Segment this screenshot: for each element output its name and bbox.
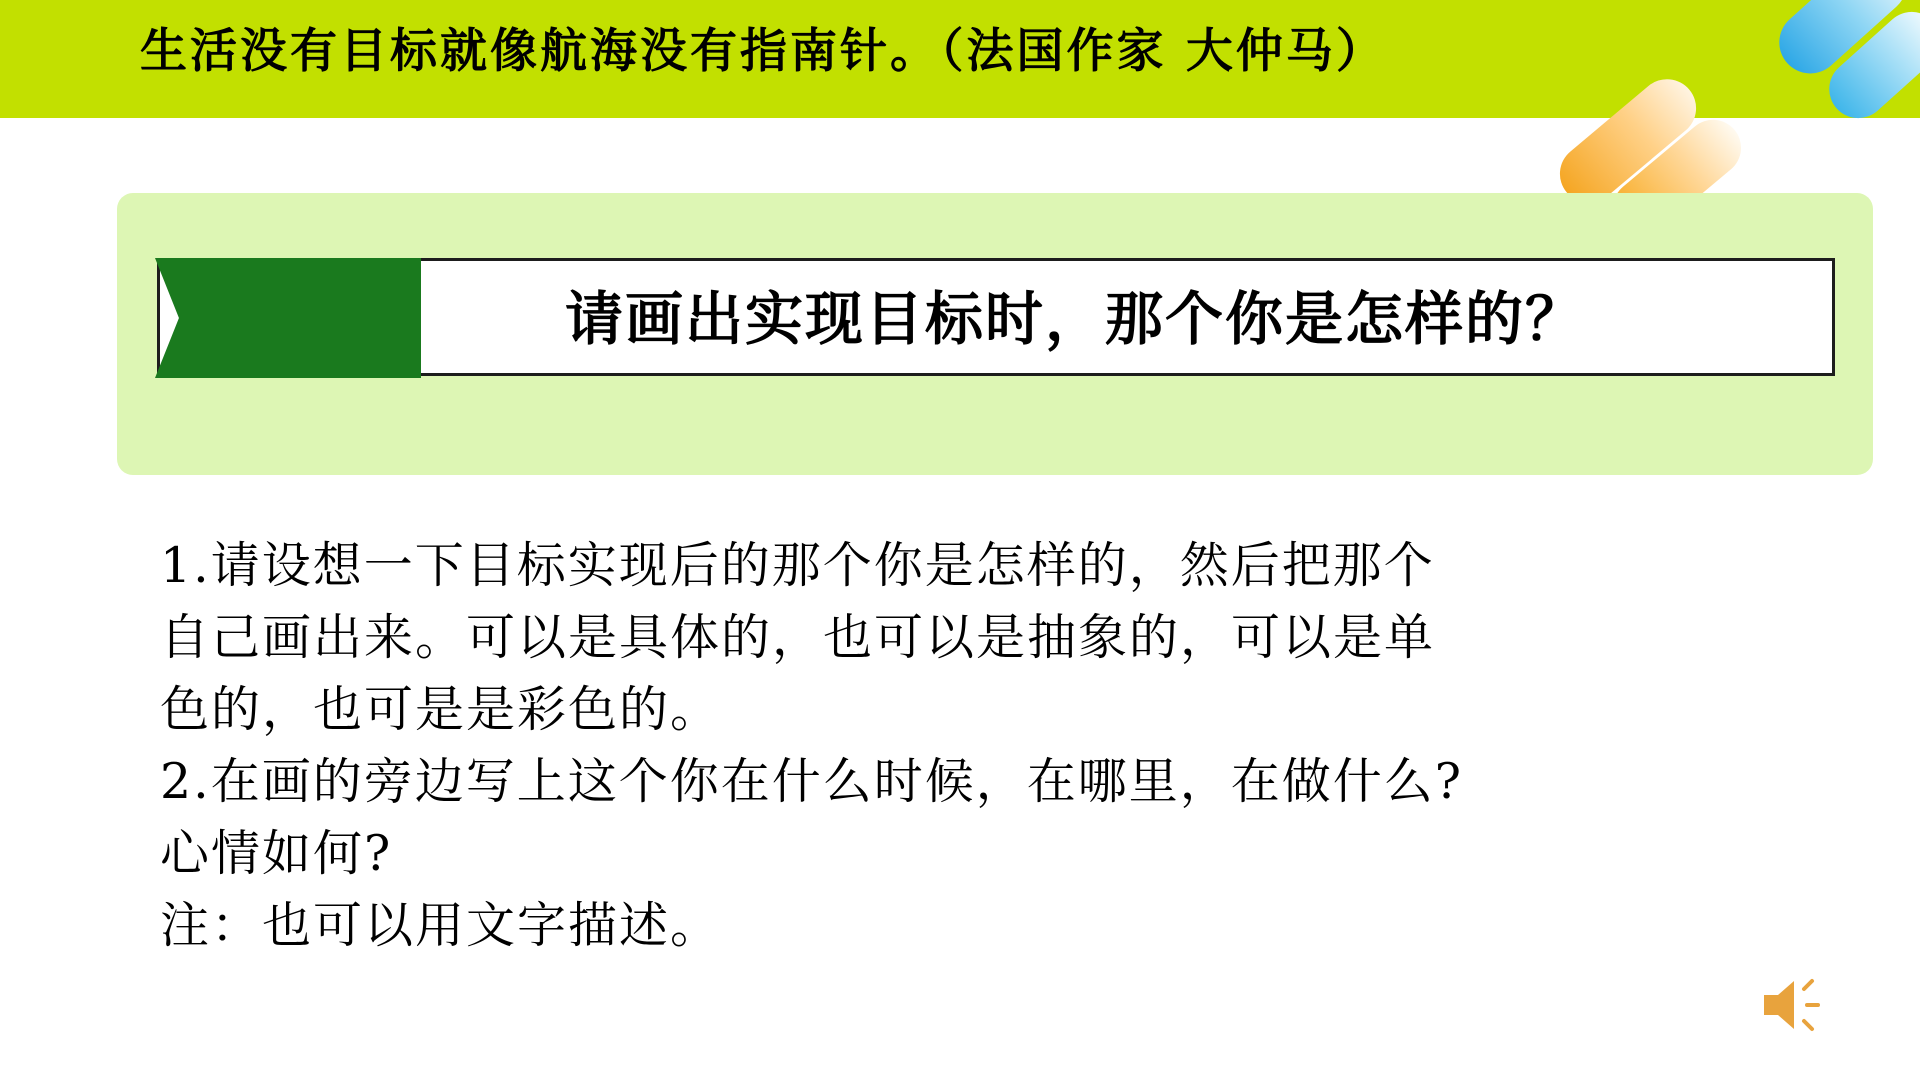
banner-quote-text: 生活没有目标就像航海没有指南针。（法国作家 大仲马） — [140, 24, 1386, 79]
instruction-line: 自己画出来。可以是具体的，也可以是抽象的，可以是单 — [160, 609, 1436, 666]
instruction-line: 色的，也可是是彩色的。 — [160, 681, 722, 738]
instruction-line: 注：也可以用文字描述。 — [160, 897, 722, 954]
title-flag-icon — [155, 258, 421, 378]
instruction-line: 心情如何? — [160, 825, 393, 882]
top-banner — [0, 0, 1920, 118]
instruction-line: 2.在画的旁边写上这个你在什么时候，在哪里，在做什么? — [160, 753, 1464, 810]
page-title: 请画出实现目标时，那个你是怎样的？ — [564, 285, 1585, 353]
instruction-text — [160, 530, 1820, 962]
instruction-line: 1.请设想一下目标实现后的那个你是怎样的，然后把那个 — [160, 537, 1435, 594]
speaker-icon[interactable] — [1760, 975, 1830, 1035]
